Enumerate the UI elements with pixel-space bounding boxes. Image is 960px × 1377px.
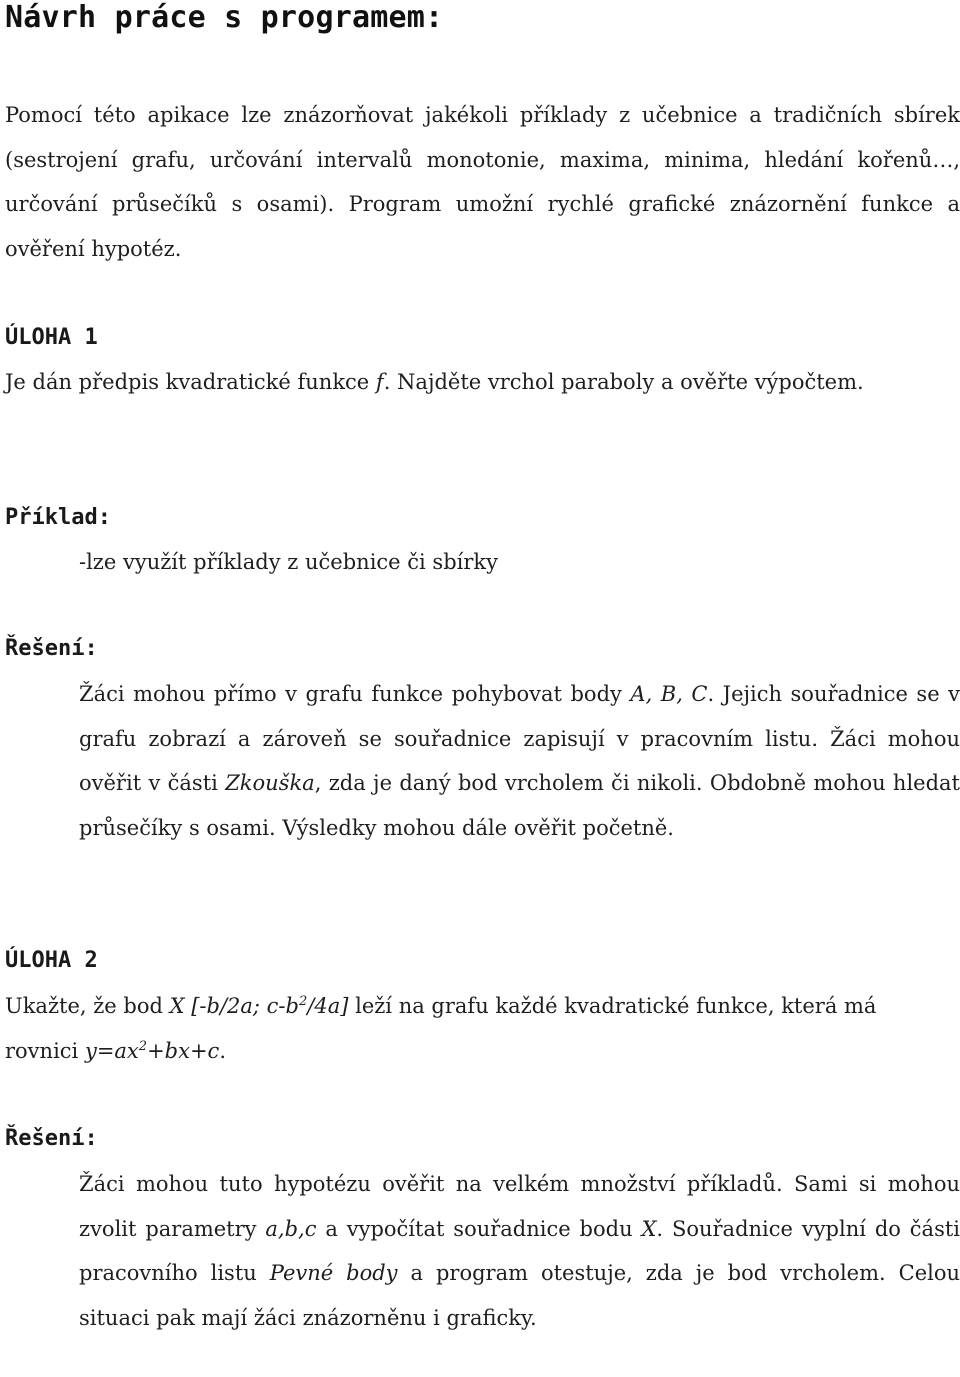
solution2-part4: a program otestuje, zda je bod vrcholem. Celou situaci pak mají žáci znázorněnu i graficky. [79,1261,960,1330]
solution1-part2: . Jejich souřadnice se v grafu zobrazí a zároveň se souřadnice zapisují v pracovním listu. Žáci mohou ověřit v části [79,682,960,796]
solution2-part2: a vypočítat souřadnice bodu [316,1216,642,1241]
points-label: A, B, C [630,682,708,706]
point-expression-a: X [-b/2a; c-b [169,994,299,1018]
point-x-label: X [641,1216,657,1241]
section-zkouska: Zkouška [225,771,315,796]
point-expression-b: /4a] [307,994,349,1018]
page-title: Návrh práce s programem: [5,0,444,35]
task2-text [5,984,935,1073]
solution1-text [79,672,960,850]
task1-heading: ÚLOHA 1 [5,325,98,350]
task2-text-before: Ukažte, že bod [5,994,170,1018]
equation-b: +bx+c [147,1038,220,1063]
task2-text-middle: leží na grafu každé kvadratické funkce, která má rovnici [5,994,877,1063]
function-name: f [375,370,384,394]
solution1-part3: , zda je daný bod vrcholem či nikoli. Obdobně mohou hledat průsečíky s osami. Výsledky mohou dále ověřit početně. [79,771,960,840]
params-label: a,b,c [265,1216,317,1241]
point-expression [170,994,349,1018]
section-pevne-body: Pevné body [269,1261,398,1286]
solution2-part1: Žáci mohou tuto hypotézu ověřit na velkém množství příkladů. Sami si mohou zvolit parametry [79,1172,960,1241]
example-text: -lze využít příklady z učebnice či sbírky [79,550,498,574]
point-expression-exponent: 2 [298,994,308,1009]
task2-heading: ÚLOHA 2 [5,948,98,973]
equation-a: y=ax [84,1038,139,1063]
example-heading: Příklad: [5,505,111,530]
solution2-part3: . Souřadnice vyplní do části pracovního listu [79,1216,960,1286]
solution1-heading: Řešení: [5,636,98,661]
task1-text [5,360,905,405]
task2-text-after: . [219,1038,226,1063]
equation-exponent: 2 [138,1038,148,1054]
task1-text-after: . Najděte vrchol paraboly a ověřte výpočtem. [383,370,864,394]
equation [85,1039,219,1063]
task1-text-before: Je dán předpis kvadratické funkce [5,370,376,394]
solution2-heading: Řešení: [5,1126,98,1151]
intro-paragraph: Pomocí této apikace lze znázorňovat jakékoli příklady z učebnice a tradičních sbírek (sestrojení grafu, určování intervalů monotonie, maxima, minima, hledání kořenů…, určování průsečíků s osami). Program umožní rychlé grafické znázornění funkce a ověření hypotéz. [5,103,960,261]
solution1-part1: Žáci mohou přímo v grafu funkce pohybovat body [79,682,631,706]
solution2-text [79,1162,960,1340]
